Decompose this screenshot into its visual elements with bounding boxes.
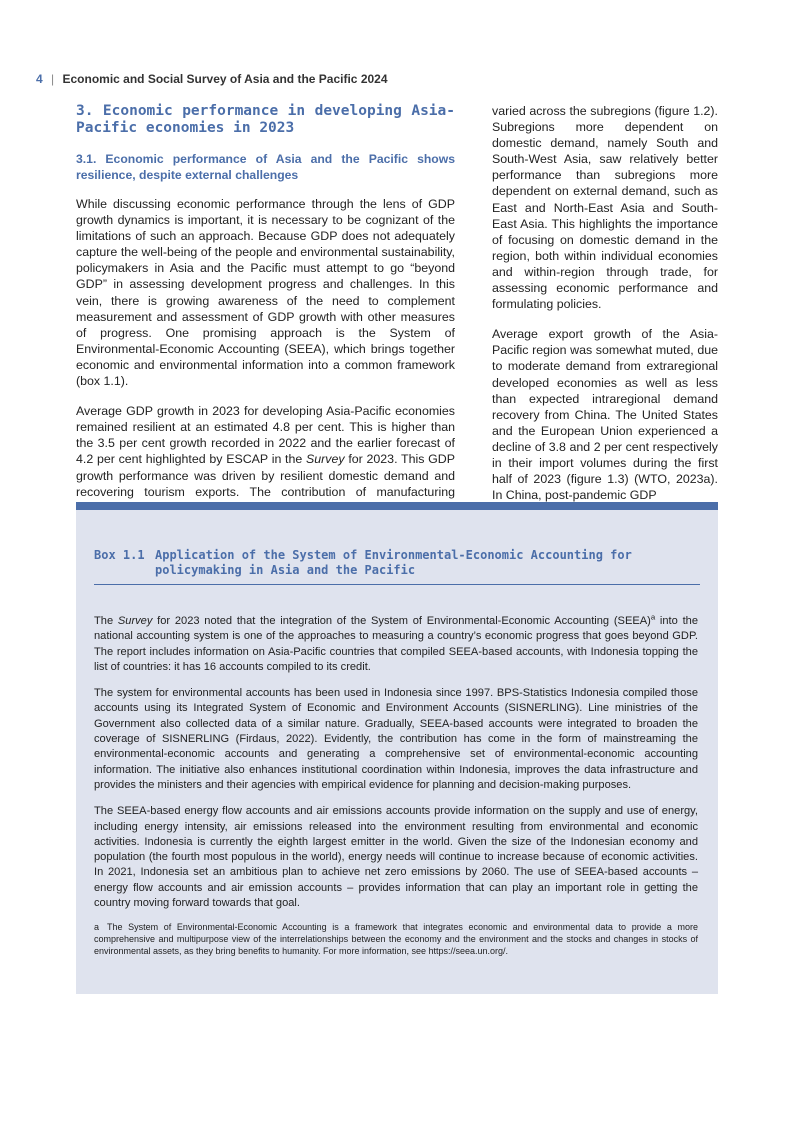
section-title: 3. Economic performance in developing Asia-Pacific economies in 2023	[76, 103, 455, 136]
box-label: Box 1.1	[94, 548, 145, 562]
body-paragraph-3: varied across the subregions (figure 1.2). Subregions more dependent on domestic demand, namely South and South-West Asia, saw relatively better performance than subregions more dependent on external demand, such as East and North-East Asia and South-East Asia. This highlights the importance of focusing on domestic demand in the region, both within individual economies and within-region through trade, for assessing economic performance and formulating policies.	[492, 104, 718, 312]
header-separator: |	[51, 72, 55, 86]
box-p1-survey-italic: Survey	[117, 615, 153, 627]
left-column	[76, 103, 455, 530]
box-title: Application of the System of Environmental-Economic Accounting for policymaking in Asia and the Pacific	[155, 548, 632, 577]
p2-text-end: for 2023. This GDP growth performance was driven by resilient domestic demand and recovering tourism exports. The contribution of manufacturing	[76, 452, 455, 499]
box-header	[94, 548, 694, 578]
subsection-title: 3.1. Economic performance of Asia and the Pacific shows resilience, despite external challenges	[76, 152, 455, 182]
box-footnote	[94, 922, 698, 957]
box-p1-start: The	[94, 615, 118, 627]
box-paragraph-3: The SEEA-based energy flow accounts and air emissions accounts provide information on the supply and use of energy, including energy intensity, air emissions released into the environment resulting from environmental and economic activities. Indonesia is currently the eighth largest emitter in the world. Given the size of the Indonesian economy and population (the fourth most populous in the world), energy needs will continue to increase because of economic activities. In 2021, Indonesia set an ambitious plan to achieve net zero emissions by 2060. The use of SEEA-based accounts – energy flow accounts and air emission accounts – provides information that can play an important role in getting the country moving forward towards that goal.	[94, 805, 698, 910]
publication-title: Economic and Social Survey of Asia and the Pacific 2024	[62, 72, 388, 86]
footnote-mark: a	[94, 922, 100, 933]
footnote-reference: a	[650, 612, 656, 622]
p2-survey-italic: Survey	[306, 452, 345, 467]
p2-text-start: Average GDP growth in 2023 for developing Asia-Pacific economies remained resilient at an estimated 4.8 per cent. This is higher than the 3.5 per cent growth recorded in 2022 and the earlier forecast of 4.2 per cent highlighted by ESCAP in the	[76, 404, 455, 467]
running-header	[36, 72, 388, 86]
box-p1-end: into the national accounting system is one of the approaches to measuring a country’s economic progress that goes beyond GDP. The report includes information on Asia-Pacific countries that compiled SEEA-based accounts, with Indonesia topping the list of countries: it has 16 accounts compiled to its credit.	[94, 615, 698, 673]
box-paragraph-1	[94, 614, 698, 675]
body-paragraph-4: Average export growth of the Asia-Pacific region was somewhat muted, due to moderate demand from extraregional developed economies as well as less than expected intraregional demand recovery from China. The United States and the European Union experienced a decline of 3.8 and 2 per cent respectively in their import volumes during the first half of 2023 (figure 1.3) (WTO, 2023a). In China, post-pandemic GDP	[492, 327, 718, 503]
page-number: 4	[36, 72, 43, 86]
box-divider	[94, 584, 700, 585]
box-1-1	[76, 502, 718, 994]
box-paragraph-2: The system for environmental accounts has been used in Indonesia since 1997. BPS-Statistics Indonesia compiled those accounts using its Integrated System of Economic and Environment Accounts (SISNERLING). Line ministries of the Government also collected data of a similar nature. Gradually, SEEA-based accounts were integrated to broaden the coverage of SISNERLING (Firdaus, 2022). Evidently, the contribution has come in the form of mainstreaming the environmental-economic accounts and generating a comprehensive set of environmental-economic accounting information. The initiative also enhances institutional coordination within Indonesia, improves the data infrastructure and provides the ministers and their agencies with empirical evidence for planning and decision-making purposes.	[94, 687, 698, 791]
footnote-text: The System of Environmental-Economic Accounting is a framework that integrates economic and environmental data to provide a more comprehensive and multipurpose view of the interrelationships between the economy and the environment and the stocks and changes in stocks of environmental assets, as they bring benefits to humanity. For more information, see https://seea.un.org/.	[94, 922, 698, 956]
body-paragraph-1: While discussing economic performance through the lens of GDP growth dynamics is important, it is necessary to be cognizant of the limitations of such an approach. Because GDP does not adequately capture the well-being of the people and environmental sustainability, policymakers in Asia and the Pacific must attempt to go “beyond GDP” in assessing development progress and challenges. In this vein, there is growing awareness of the need to complement measurement and assessment of GDP growth with other measures of progress. One promising approach is the System of Environmental-Economic Accounting (SEEA), which brings together economic and environmental information into a common framework (box 1.1).	[76, 197, 455, 389]
right-column	[492, 103, 718, 517]
box-p1-mid: for 2023 noted that the integration of the System of Environmental-Economic Accounting (SEEA)	[152, 615, 651, 627]
body-paragraph-2	[76, 403, 455, 516]
box-body	[94, 614, 698, 958]
